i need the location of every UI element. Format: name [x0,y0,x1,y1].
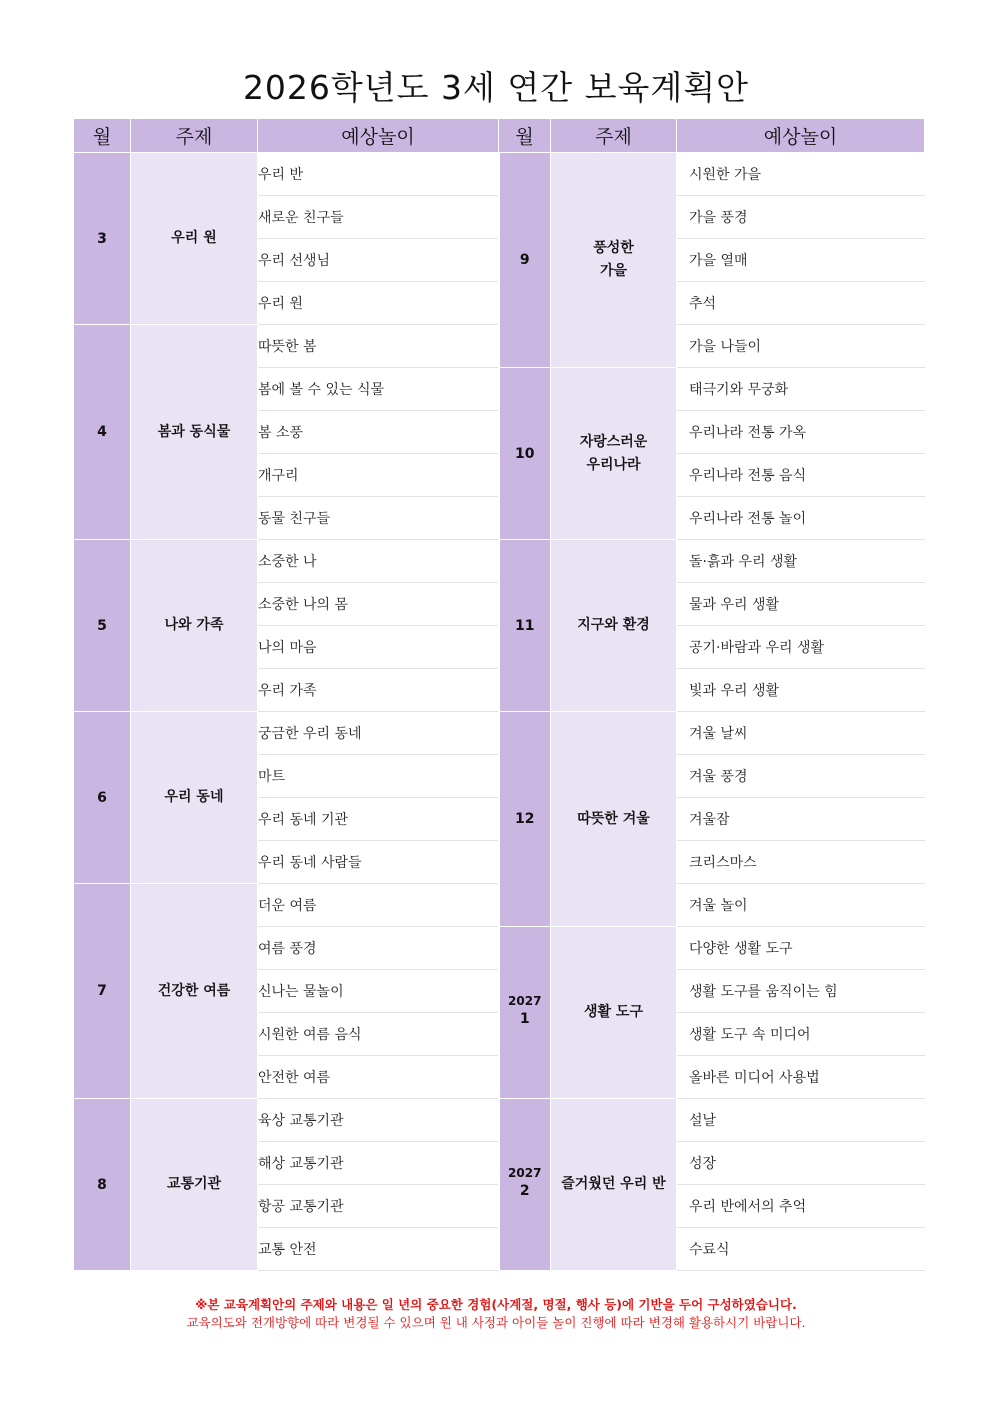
right-month-cell [499,712,551,927]
right-activity-cell: 물과 우리 생활 [677,583,925,626]
left-activity-cell: 새로운 친구들 [258,196,499,239]
right-theme-cell [551,368,677,540]
left-activity-cell: 소중한 나 [258,540,499,583]
month-number: 2 [519,1183,530,1199]
left-month-cell [74,540,131,712]
annual-plan-table [73,118,925,1271]
right-activity-cell: 공기·바람과 우리 생활 [677,626,925,669]
right-theme-cell [551,1099,677,1271]
right-activity-cell: 우리나라 전통 놀이 [677,497,925,540]
left-activity-cell: 교통 안전 [258,1228,499,1271]
left-activity-cell: 시원한 여름 음식 [258,1013,499,1056]
right-activity-cell: 우리 반에서의 추억 [677,1185,925,1228]
right-activity-cell: 겨울 놀이 [677,884,925,927]
right-activity-cell: 빛과 우리 생활 [677,669,925,712]
theme-label: 따뜻한 겨울 [577,810,650,827]
left-activity-cell: 안전한 여름 [258,1056,499,1099]
right-theme-cell [551,153,677,368]
right-activity-cell: 겨울 날씨 [677,712,925,755]
theme-label: 지구와 환경 [577,617,650,633]
month-number: 10 [515,445,535,462]
header-theme-left: 주제 [131,119,258,153]
right-theme-cell [551,540,677,712]
left-activity-cell: 우리 가족 [258,669,499,712]
theme-label: 생활 도구 [584,1004,643,1020]
right-activity-cell: 다양한 생활 도구 [677,927,925,970]
left-activity-cell: 따뜻한 봄 [258,325,499,368]
right-month-cell [499,1099,551,1271]
header-theme-right: 주제 [551,119,677,153]
theme-label: 나와 가족 [164,617,224,633]
month-number: 4 [97,424,107,440]
left-activity-cell: 봄에 볼 수 있는 식물 [258,368,499,411]
month-number: 5 [97,617,107,634]
right-activity-cell: 올바른 미디어 사용법 [677,1056,925,1099]
right-activity-cell: 돌·흙과 우리 생활 [677,540,925,583]
month-year: 2027 [508,994,542,1008]
left-activity-cell: 우리 반 [258,153,499,196]
month-year: 2027 [508,1166,542,1180]
left-month-cell [74,325,131,540]
right-activity-cell: 태극기와 무궁화 [677,368,925,411]
left-activity-cell: 항공 교통기관 [258,1185,499,1228]
left-theme-cell [131,540,258,712]
footnote [0,1296,992,1331]
month-number: 6 [97,789,107,806]
theme-label: 우리나라 [586,456,641,473]
table-body [74,153,925,1271]
right-activity-cell: 가을 풍경 [677,196,925,239]
right-theme-cell [551,927,677,1099]
right-activity-cell: 겨울 풍경 [677,755,925,798]
month-number: 8 [97,1176,107,1193]
month-number: 3 [97,230,107,247]
footnote-line-2: 교육의도와 전개방향에 따라 변경될 수 있으며 원 내 사정과 아이들 놀이 진행에 따라 변경해 활용하시기 바랍니다. [186,1315,806,1330]
theme-label: 풍성한 [593,240,634,256]
table-row [74,1099,925,1142]
right-activity-cell: 가을 나들이 [677,325,925,368]
left-theme-cell [131,153,258,325]
left-activity-cell: 해상 교통기관 [258,1142,499,1185]
month-number: 1 [519,1011,530,1027]
header-play-right: 예상놀이 [677,119,925,153]
right-activity-cell: 설날 [677,1099,925,1142]
left-activity-cell: 육상 교통기관 [258,1099,499,1142]
theme-label: 건강한 여름 [157,982,231,999]
right-activity-cell: 성장 [677,1142,925,1185]
left-activity-cell: 우리 동네 사람들 [258,841,499,884]
left-activity-cell: 궁금한 우리 동네 [258,712,499,755]
right-activity-cell: 가을 열매 [677,239,925,282]
theme-label: 교통기관 [166,1176,222,1192]
right-activity-cell: 겨울잠 [677,798,925,841]
left-activity-cell: 나의 마음 [258,626,499,669]
right-activity-cell: 생활 도구를 움직이는 힘 [677,970,925,1013]
right-activity-cell: 크리스마스 [677,841,925,884]
left-theme-cell [131,325,258,540]
left-activity-cell: 개구리 [258,454,499,497]
left-activity-cell: 우리 동네 기관 [258,798,499,841]
right-month-cell [499,368,551,540]
left-activity-cell: 여름 풍경 [258,927,499,970]
footnote-line-1: ※본 교육계획안의 주제와 내용은 일 년의 중요한 경험(사계절, 명절, 행사 등)에 기반을 두어 구성하였습니다. [195,1297,797,1312]
theme-label: 우리 동네 [164,789,224,805]
left-activity-cell: 마트 [258,755,499,798]
left-month-cell [74,884,131,1099]
right-activity-cell: 우리나라 전통 음식 [677,454,925,497]
left-theme-cell [131,884,258,1099]
table-header-row [74,119,925,153]
month-number: 9 [519,252,530,268]
theme-label: 우리 원 [171,230,217,246]
month-number: 12 [515,811,535,827]
theme-label: 자랑스러운 [579,433,648,450]
left-month-cell [74,1099,131,1271]
left-theme-cell [131,712,258,884]
right-month-cell [499,540,551,712]
right-theme-cell [551,712,677,927]
theme-label: 가을 [599,263,628,279]
month-number: 11 [515,617,535,634]
left-activity-cell: 우리 원 [258,282,499,325]
right-activity-cell: 우리나라 전통 가옥 [677,411,925,454]
theme-label: 즐거웠던 우리 반 [561,1176,666,1192]
right-month-cell [499,153,551,368]
right-activity-cell: 추석 [677,282,925,325]
left-activity-cell: 신나는 물놀이 [258,970,499,1013]
table-row [74,712,925,755]
page-title: 2026학년도 3세 연간 보육계획안 [242,68,750,107]
left-month-cell [74,712,131,884]
left-activity-cell: 봄 소풍 [258,411,499,454]
header-month-left: 월 [74,119,131,153]
left-activity-cell: 더운 여름 [258,884,499,927]
left-theme-cell [131,1099,258,1271]
right-activity-cell: 시원한 가을 [677,153,925,196]
left-activity-cell: 동물 친구들 [258,497,499,540]
left-activity-cell: 소중한 나의 몸 [258,583,499,626]
table-row [74,153,925,196]
table-row [74,540,925,583]
month-number: 7 [97,983,107,999]
header-month-right: 월 [499,119,551,153]
theme-label: 봄과 동식물 [157,423,231,440]
right-month-cell [499,927,551,1099]
left-month-cell [74,153,131,325]
left-activity-cell: 우리 선생님 [258,239,499,282]
right-activity-cell: 생활 도구 속 미디어 [677,1013,925,1056]
header-play-left: 예상놀이 [258,119,499,153]
right-activity-cell: 수료식 [677,1228,925,1271]
